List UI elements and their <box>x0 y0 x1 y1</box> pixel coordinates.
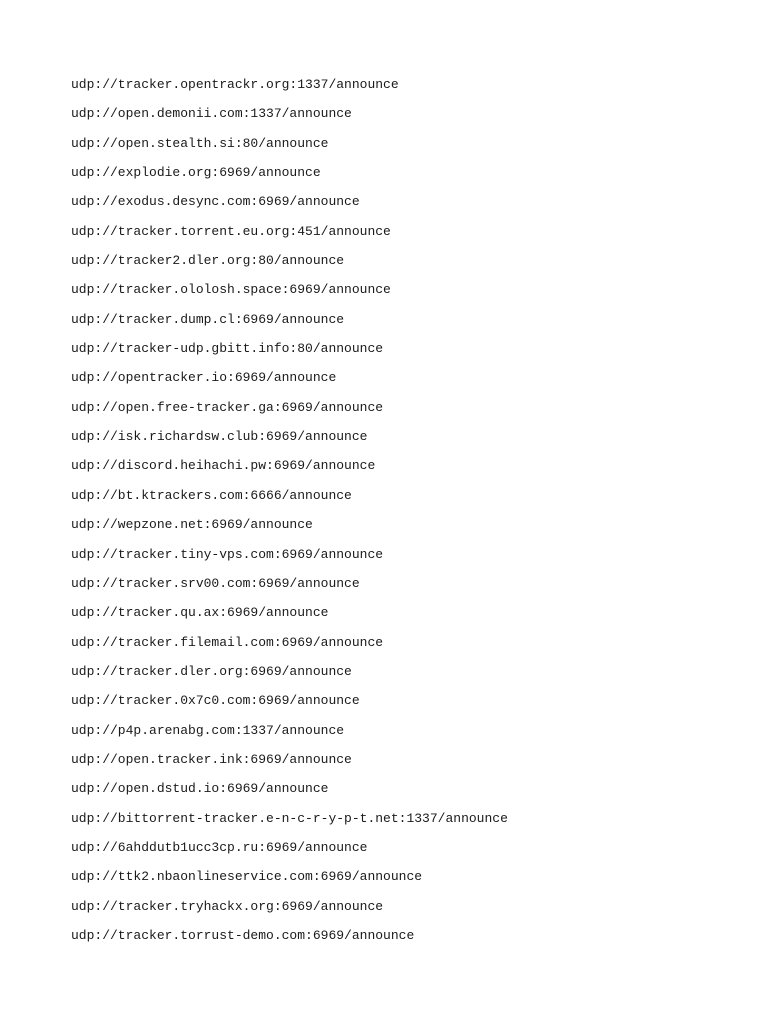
tracker-url: udp://open.stealth.si:80/announce <box>71 135 329 151</box>
tracker-url: udp://tracker.0x7c0.com:6969/announce <box>71 693 360 709</box>
tracker-url: udp://bt.ktrackers.com:6666/announce <box>71 487 352 503</box>
tracker-url: udp://open.free-tracker.ga:6969/announce <box>71 399 384 415</box>
tracker-url: udp://isk.richardsw.club:6969/announce <box>71 429 368 445</box>
tracker-url: udp://tracker.ololosh.space:6969/announce <box>71 282 391 298</box>
tracker-url: udp://wepzone.net:6969/announce <box>71 517 313 533</box>
tracker-url: udp://tracker.torrust-demo.com:6969/announce <box>71 927 415 943</box>
tracker-url: udp://explodie.org:6969/announce <box>71 165 321 181</box>
tracker-url: udp://ttk2.nbaonlineservice.com:6969/announce <box>71 869 423 885</box>
tracker-url: udp://open.demonii.com:1337/announce <box>71 106 352 122</box>
tracker-url: udp://p4p.arenabg.com:1337/announce <box>71 722 345 738</box>
tracker-list <box>71 70 508 950</box>
tracker-url: udp://tracker.filemail.com:6969/announce <box>71 634 384 650</box>
tracker-url: udp://tracker.dump.cl:6969/announce <box>71 311 345 327</box>
tracker-url: udp://open.dstud.io:6969/announce <box>71 781 329 797</box>
tracker-url: udp://bittorrent-tracker.e-n-c-r-y-p-t.net:1337/announce <box>71 810 508 826</box>
tracker-url: udp://exodus.desync.com:6969/announce <box>71 194 360 210</box>
tracker-url: udp://tracker2.dler.org:80/announce <box>71 253 345 269</box>
tracker-url: udp://tracker-udp.gbitt.info:80/announce <box>71 341 384 357</box>
tracker-url: udp://6ahddutb1ucc3cp.ru:6969/announce <box>71 839 368 855</box>
tracker-url: udp://tracker.torrent.eu.org:451/announce <box>71 223 391 239</box>
tracker-url: udp://tracker.qu.ax:6969/announce <box>71 605 329 621</box>
tracker-url: udp://tracker.opentrackr.org:1337/announce <box>71 77 399 92</box>
tracker-url: udp://tracker.dler.org:6969/announce <box>71 663 352 679</box>
tracker-url: udp://opentracker.io:6969/announce <box>71 370 337 386</box>
tracker-url: udp://open.tracker.ink:6969/announce <box>71 751 352 767</box>
tracker-url: udp://tracker.tiny-vps.com:6969/announce <box>71 546 384 562</box>
tracker-url: udp://discord.heihachi.pw:6969/announce <box>71 458 376 474</box>
tracker-url: udp://tracker.tryhackx.org:6969/announce <box>71 898 384 914</box>
tracker-url: udp://tracker.srv00.com:6969/announce <box>71 575 360 591</box>
